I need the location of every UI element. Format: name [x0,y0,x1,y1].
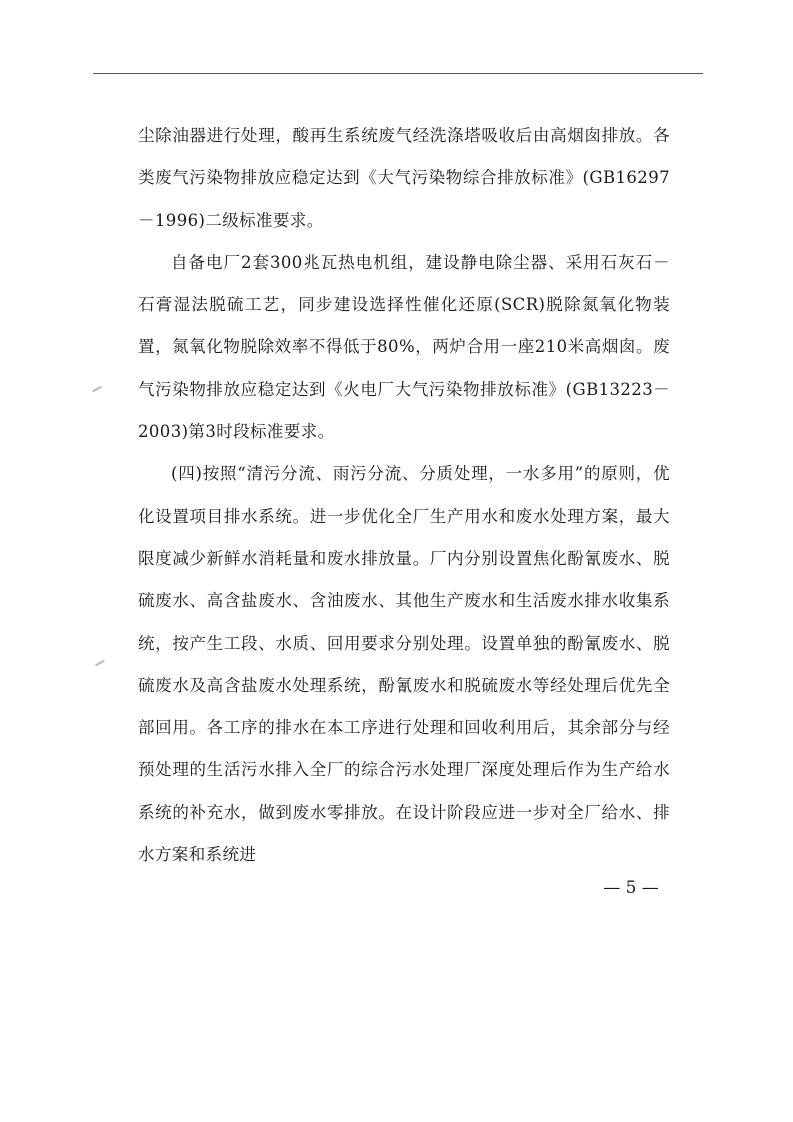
page-number: — 5 — [603,878,659,898]
paragraph-3: (四)按照“清污分流、雨污分流、分质处理，一水多用”的原则，优化设置项目排水系统。进一步优化全厂生产用水和废水处理方案，最大限度减少新鲜水消耗量和废水排放量。厂内分别设置焦化酚氰废水、脱硫废水、高含盐废水、含油废水、其他生产废水和生活废水排水收集系统，按产生工段、水质、回用要求分别处理。设置单独的酚氰废水、脱硫废水及高含盐废水处理系统，酚氰废水和脱硫废水等经处理后优先全部回用。各工序的排水在本工序进行处理和回收利用后，其余部分与经预处理的生活污水排入全厂的综合污水处理厂深度处理后作为生产给水系统的补充水，做到废水零排放。在设计阶段应进一步对全厂给水、排水方案和系统进 [138,464,670,865]
paragraph-1: 尘除油器进行处理，酸再生系统废气经洗涤塔吸收后由高烟囱排放。各类废气污染物排放应稳定达到《大气污染物综合排放标准》(GB16297－1996)二级标准要求。 [138,126,670,230]
margin-mark [95,660,105,666]
document-body [138,115,670,876]
paragraph-2: 自备电厂2套300兆瓦热电机组，建设静电除尘器、采用石灰石－石膏湿法脱硫工艺，同步建设选择性催化还原(SCR)脱除氮氧化物装置，氮氧化物脱除效率不得低于80%，两炉合用一座210米高烟囱。废气污染物排放应稳定达到《火电厂大气污染物排放标准》(GB13223－2003)第3时段标准要求。 [138,252,670,442]
margin-mark [92,386,102,392]
header-rule [93,73,703,74]
